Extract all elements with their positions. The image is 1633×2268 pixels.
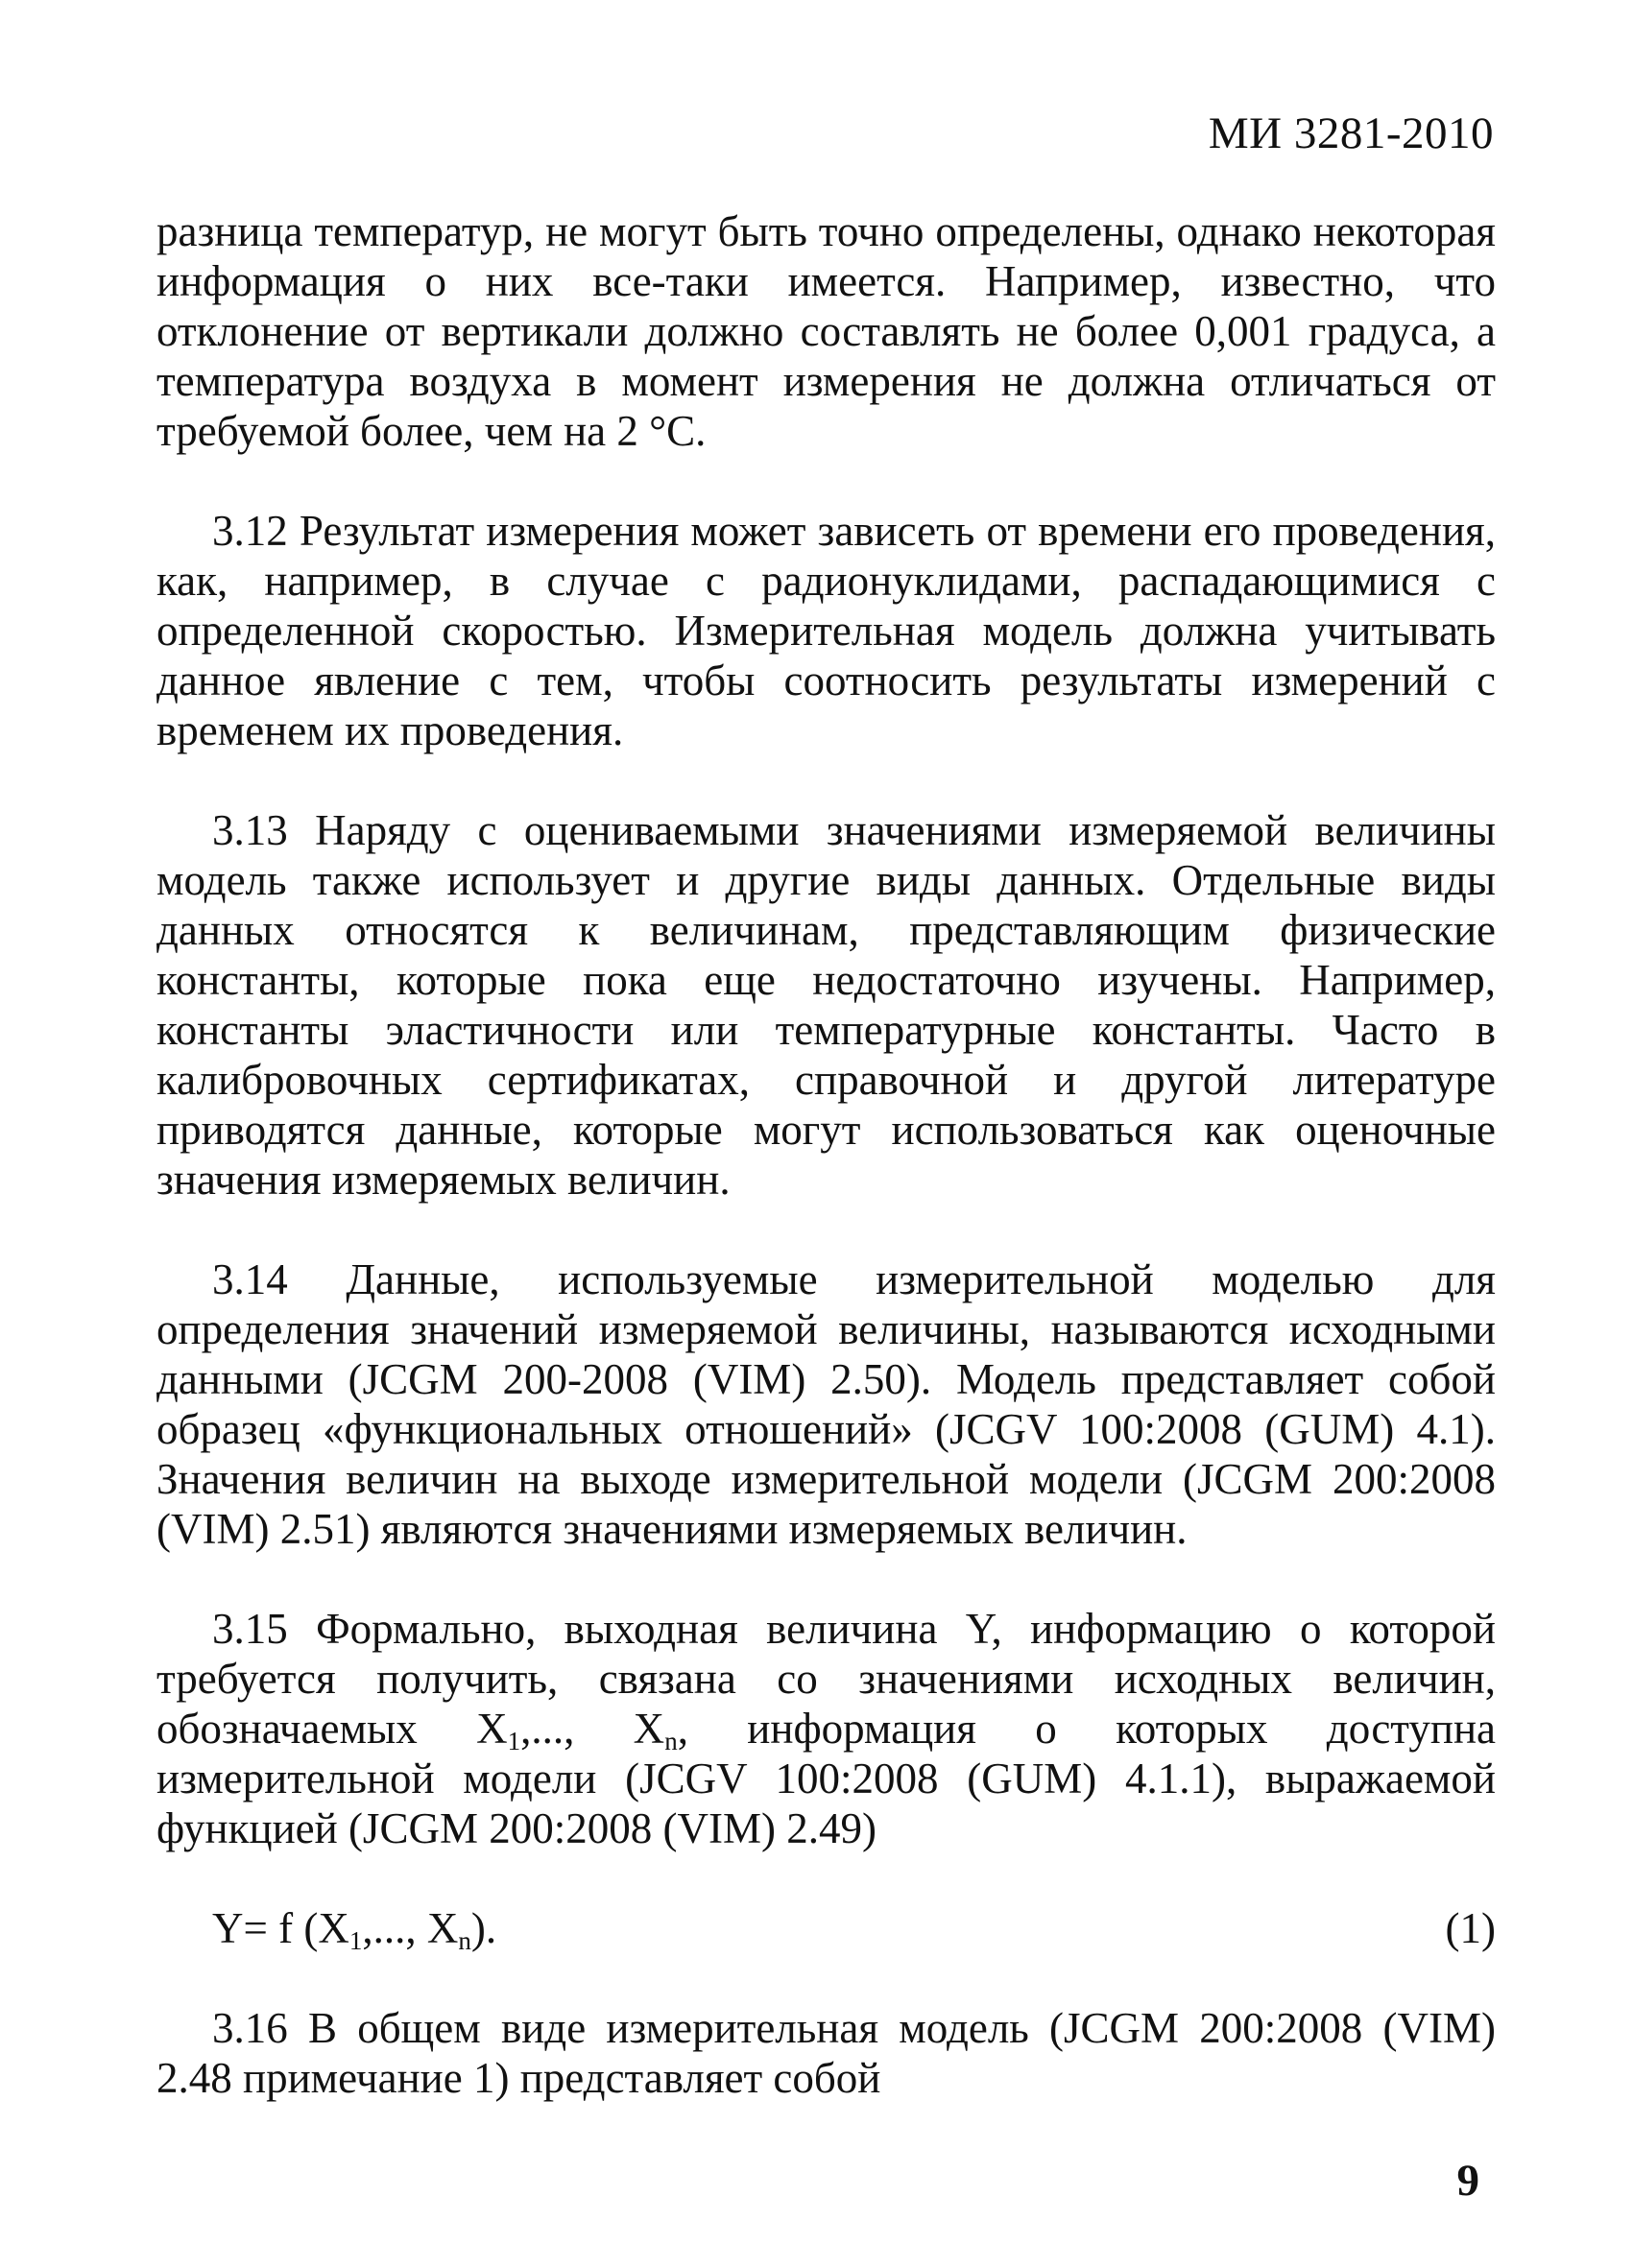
subscript-n: n <box>664 1726 678 1755</box>
paragraph-3-15 <box>156 1604 1496 1853</box>
body-text <box>156 206 1496 2153</box>
paragraph-3-12: 3.12 Результат измерения может зависеть от времени его проведения, как, например, в случае с радионуклидами, распадающимися с определенной скоростью. Измерительная модель должна учитывать данное явление с тем, чтобы соотносить результаты измерений с временем их проведения. <box>156 507 1496 754</box>
formula-number: (1) <box>1445 1904 1496 1952</box>
formula-text-a: Y= f (X <box>212 1904 349 1952</box>
paragraph-3-14: 3.14 Данные, используемые измерительной моделью для определения значений измеряемой величины, называются исходными данными (JCGM 200-2008 (VIM) 2.50). Модель представляет собой образец «функциональных отношений» (JCGV 100:2008 (GUM) 4.1). Значения величин на выходе измерительной модели (JCGM 200:2008 (VIM) 2.51) являются значениями измеряемых величин. <box>156 1255 1496 1553</box>
formula-row <box>156 1903 1496 1953</box>
paragraph-3-15-text-a: 3.15 Формально, выходная величина Y, информацию о которой требуется получить, связана со значениями исходных величин, обозначаемых X <box>156 1605 1496 1753</box>
paragraph-3-16: 3.16 В общем виде измерительная модель (JCGM 200:2008 (VIM) 2.48 примечание 1) представляет собой <box>156 2004 1496 2102</box>
subscript-1: 1 <box>507 1726 521 1755</box>
formula-subscript-n: n <box>458 1925 471 1955</box>
paragraph-3-15-text-b: ,..., X <box>520 1705 665 1753</box>
paragraph-3-15-text-c: , информация о которых доступна измерительной модели (JCGV 100:2008 (GUM) 4.1.1), выражаемой функцией (JCGM 200:2008 (VIM) 2.49) <box>156 1705 1496 1852</box>
paragraph-continuation: разница температур, не могут быть точно определены, однако некоторая информация о них все-таки имеется. Например, известно, что отклонение от вертикали должно составлять не более 0,001 градуса, а температура воздуха в момент измерения не должна отличаться от требуемой более, чем на 2 °С. <box>156 207 1496 455</box>
paragraph-3-13: 3.13 Наряду с оцениваемыми значениями измеряемой величины модель также использует и другие виды данных. Отдельные виды данных относятся к величинам, представляющим физические константы, которые пока еще недостаточно изучены. Например, константы эластичности или температурные константы. Часто в калибровочных сертификатах, справочной и другой литературе приводятся данные, которые могут использоваться как оценочные значения измеряемых величин. <box>156 806 1496 1204</box>
document-code: МИ 3281-2010 <box>1208 108 1494 158</box>
formula-subscript-1: 1 <box>348 1925 363 1955</box>
formula-text-c: ). <box>470 1904 497 1952</box>
formula-text-b: ,..., X <box>362 1904 459 1952</box>
formula <box>212 1903 496 1953</box>
page-number: 9 <box>1456 2156 1479 2206</box>
